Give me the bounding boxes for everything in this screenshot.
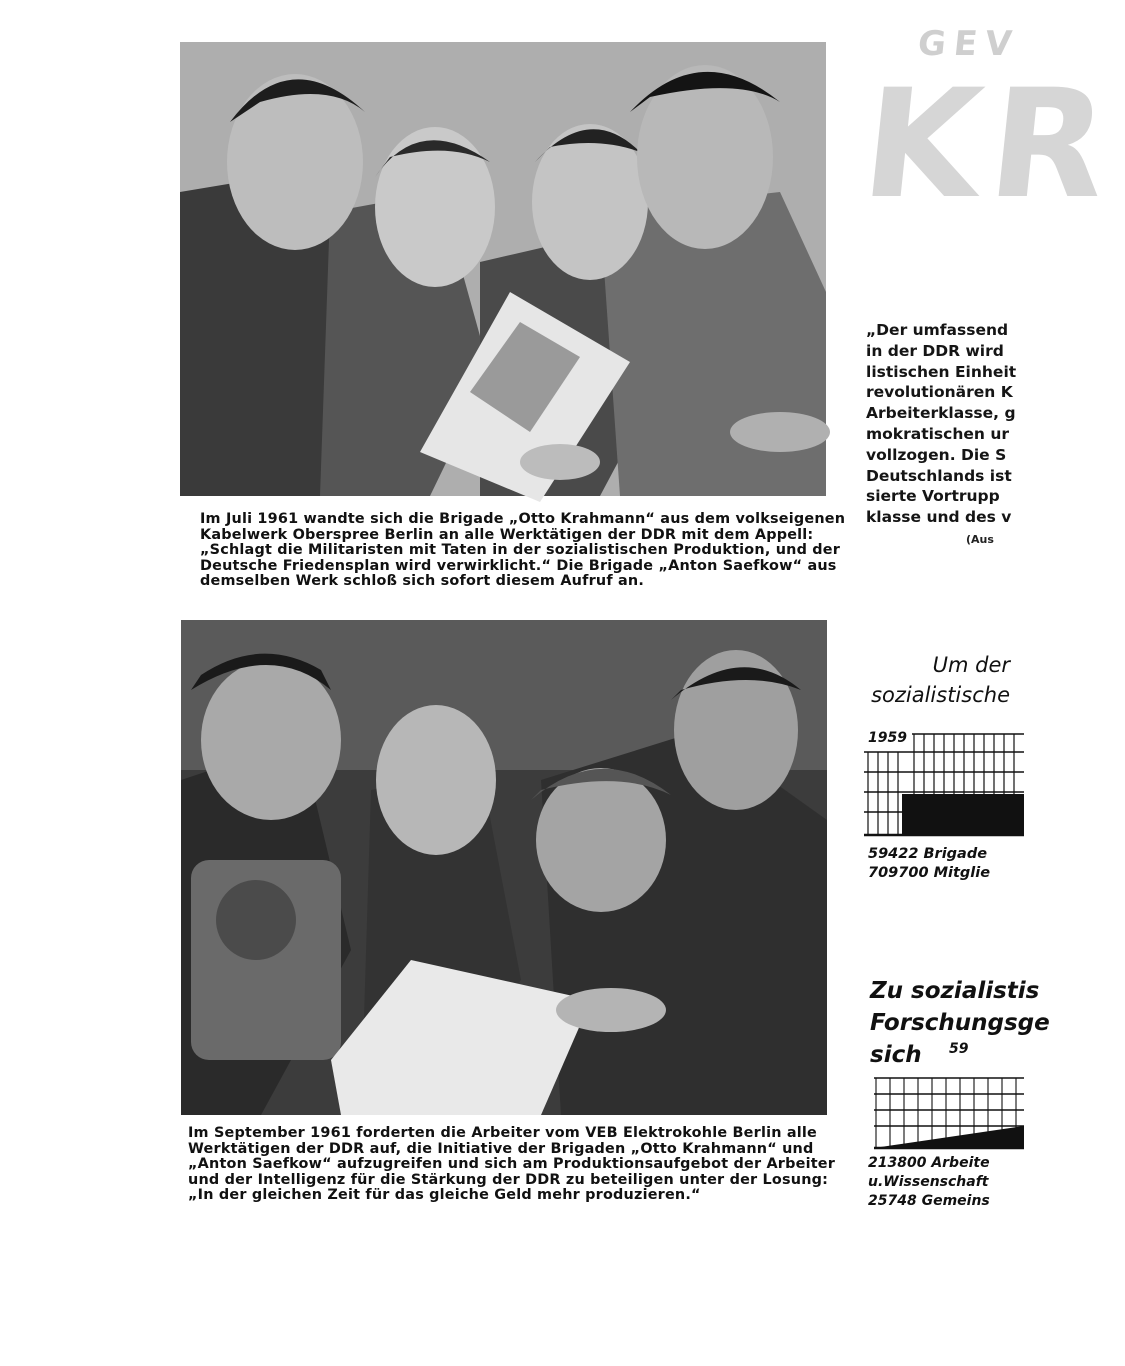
photo-brigade-otto-krahmann-image [180, 42, 826, 496]
photo-veb-elektrokohle [181, 620, 827, 1115]
caption-top: Im Juli 1961 wandte sich die Brigade „Otto Krahmann“ aus dem volkseigenen Kabelwerk Oberspree Berlin an alle Werktätigen der DDR mit dem Appell: „Schlagt die Militaristen mit Taten in der sozialistischen Produktion, und der Deutsche Friedensplan wird verwirklicht.“ Die Brigade „Anton Saefkow“ aus demselben Werk schloß sich sofort diesem Aufruf an. [200, 511, 846, 590]
stat2-year: 59 [949, 1041, 969, 1057]
research-growth-graphic [874, 1074, 1024, 1152]
faded-headline-small: GEV [915, 24, 1022, 64]
photo-veb-elektrokohle-image [181, 620, 827, 1115]
stat1-figures: 59422 Brigade 709700 Mitglie [868, 846, 991, 881]
quote-text: „Der umfassend in der DDR wird listischen Einheit revolutionären K Arbeiterklasse, g mokratischen ur vollzogen. Die S Deutschlands ist sierte Vortrupp klasse und des v [866, 321, 1017, 527]
stat2-heading: Zu sozialistis Forschungsge sich [870, 978, 1050, 1068]
stat2-figures: 213800 Arbeite u.Wissenschaft 25748 Gemeins [868, 1155, 990, 1209]
photo-brigade-otto-krahmann [180, 42, 826, 496]
brigade-growth-graphic [864, 730, 1024, 840]
faded-headline-big: KR [854, 58, 1125, 232]
faded-headline [848, 10, 1125, 270]
quote-source: (Aus [966, 533, 994, 546]
caption-bottom: Im September 1961 forderten die Arbeiter vom VEB Elektrokohle Berlin alle Werktätigen der DDR auf, die Initiative der Brigaden „Otto Krahmann“ und „Anton Saefkow“ aufzugreifen und sich am Produktionsaufgebot der Arbeiter und der Intelligenz für die Stärkung der DDR zu beteiligen unter der Losung: „In der gleichen Zeit für das gleiche Geld mehr produzieren.“ [188, 1125, 836, 1204]
stat1-heading: Um der sozialistische [871, 653, 1010, 707]
stat1-year: 1959 [868, 730, 907, 746]
